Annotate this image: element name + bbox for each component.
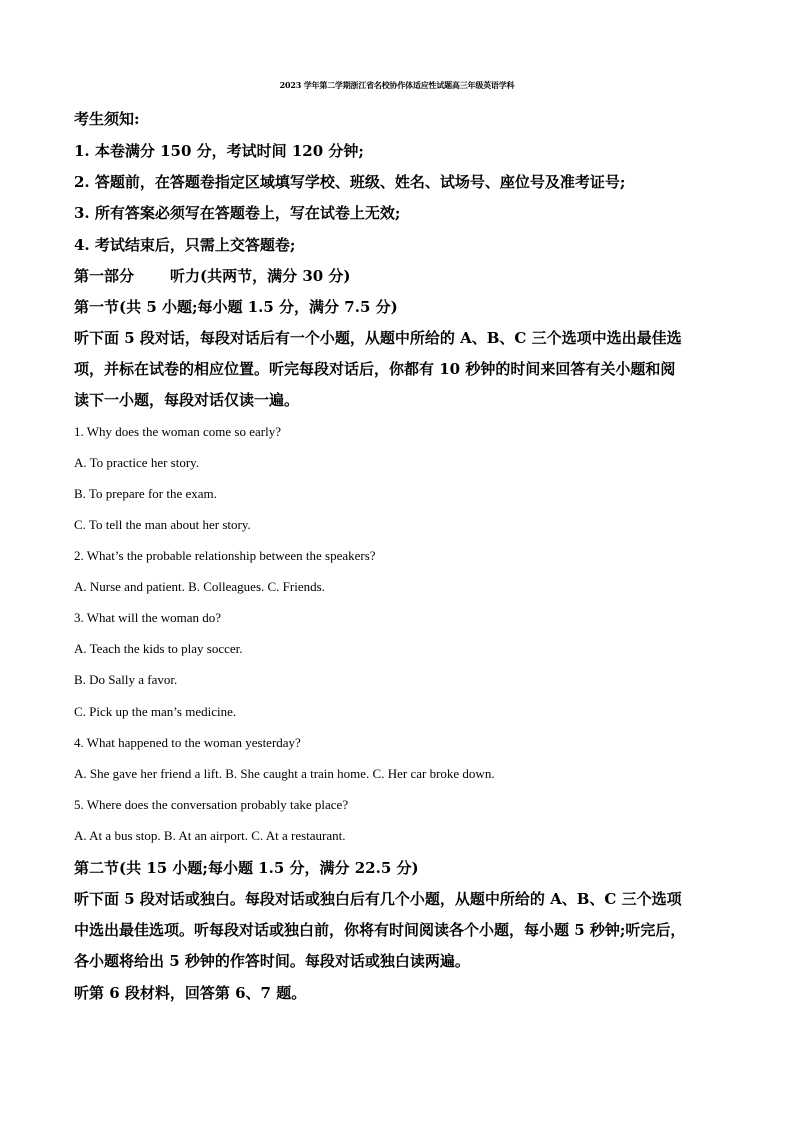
question-3: 3. What will the woman do?: [74, 610, 222, 625]
option-line: B. Do Sally a favor.: [74, 672, 178, 687]
option-line: A. She gave her friend a lift. B. She caught a train home. C. Her car broke down.: [74, 766, 495, 781]
section2-heading: 第二节(共 15 小题;每小题 1.5 分，满分 22.5 分): [74, 859, 419, 877]
part1-label: 第一部分: [74, 267, 135, 285]
notice-item-4: 4. 考试结束后，只需上交答题卷;: [74, 236, 296, 254]
section2-instruction-1: 听下面 5 段对话或独白。每段对话或独白后有几个小题，从题中所给的 A、B、C 三个选项: [74, 890, 682, 908]
part1-heading: [74, 266, 351, 286]
section1-instruction-1: 听下面 5 段对话，每段对话后有一个小题，从题中所给的 A、B、C 三个选项中选出最佳选: [74, 329, 682, 347]
section1-instruction-3: 读下一小题，每段对话仅读一遍。: [74, 391, 300, 409]
notice-heading: 考生须知:: [74, 110, 140, 128]
option-line: B. To prepare for the exam.: [74, 486, 217, 501]
option-line: A. Teach the kids to play soccer.: [74, 641, 243, 656]
material-6-heading: 听第 6 段材料，回答第 6、7 题。: [74, 984, 307, 1002]
exam-title: 2023 学年第二学期浙江省名校协作体适应性试题高三年级英语学科: [279, 80, 515, 90]
question-1: 1. Why does the woman come so early?: [74, 424, 281, 439]
option-line: C. To tell the man about her story.: [74, 517, 251, 532]
notice-item-3: 3. 所有答案必须写在答题卷上，写在试卷上无效;: [74, 204, 401, 222]
section2-instruction-3: 各小题将给出 5 秒钟的作答时间。每段对话或独白读两遍。: [74, 952, 470, 970]
question-2: 2. What’s the probable relationship between the speakers?: [74, 548, 376, 563]
option-line: C. Pick up the man’s medicine.: [74, 704, 237, 719]
question-4: 4. What happened to the woman yesterday?: [74, 735, 301, 750]
option-line: A. At a bus stop. B. At an airport. C. At a restaurant.: [74, 828, 346, 843]
notice-item-1: 1. 本卷满分 150 分，考试时间 120 分钟;: [74, 142, 364, 160]
option-line: A. Nurse and patient. B. Colleagues. C. Friends.: [74, 579, 325, 594]
section1-instruction-2: 项，并标在试卷的相应位置。听完每段对话后，你都有 10 秒钟的时间来回答有关小题和阅: [74, 360, 676, 378]
question-5: 5. Where does the conversation probably take place?: [74, 797, 349, 812]
section1-heading: 第一节(共 5 小题;每小题 1.5 分，满分 7.5 分): [74, 298, 398, 316]
option-line: A. To practice her story.: [74, 455, 200, 470]
part1-title: 听力(共两节，满分 30 分): [170, 267, 351, 285]
section2-instruction-2: 中选出最佳选项。听每段对话或独白前，你将有时间阅读各个小题，每小题 5 秒钟;听完后，: [74, 921, 686, 939]
notice-item-2: 2. 答题前，在答题卷指定区域填写学校、班级、姓名、试场号、座位号及准考证号;: [74, 173, 626, 191]
